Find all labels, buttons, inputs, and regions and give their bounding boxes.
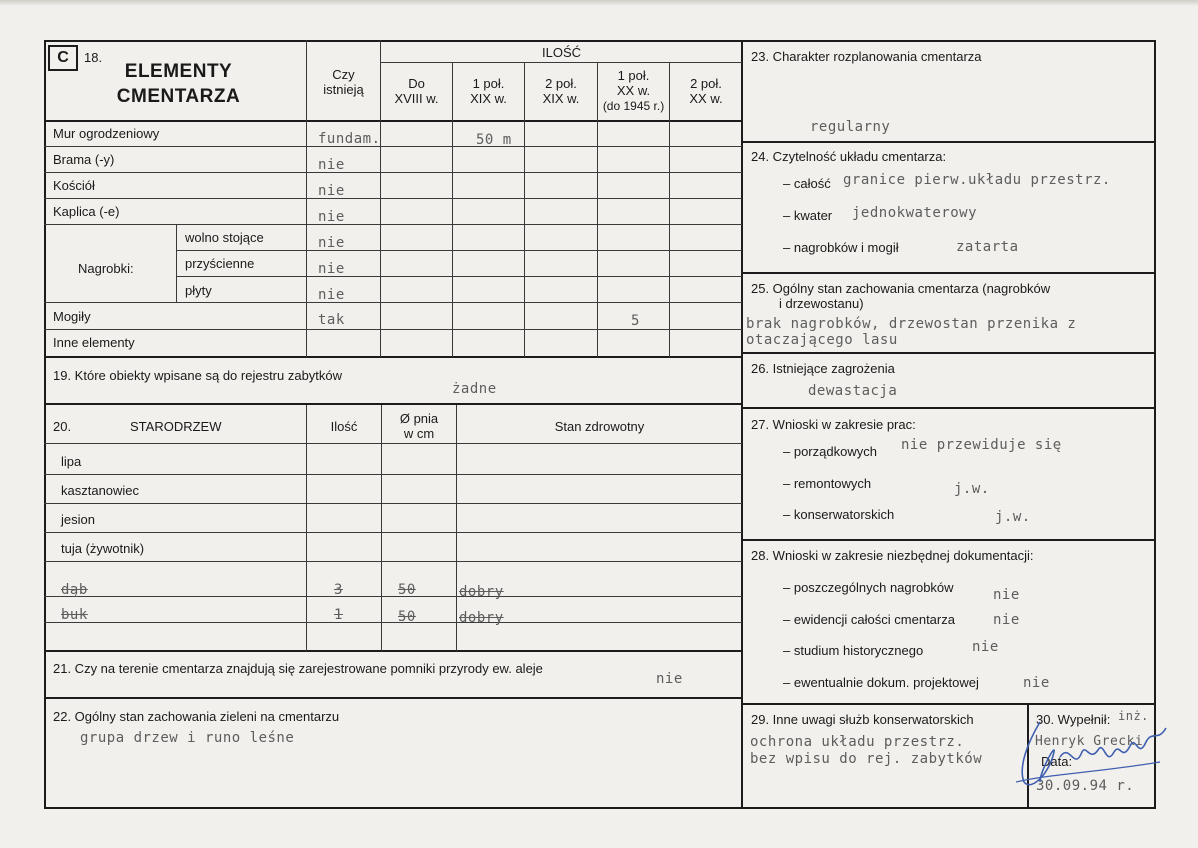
s20-row-line	[44, 503, 742, 504]
s30-date-label: Data:	[1041, 754, 1073, 769]
s18-row-line	[44, 302, 742, 303]
tree-diam: 50	[398, 609, 416, 625]
exists-value: fundam.	[318, 131, 381, 147]
s20-row-line	[44, 622, 742, 623]
s27-label: 27. Wnioski w zakresie prac:	[751, 417, 916, 432]
s24-item-label: – nagrobków i mogił	[783, 240, 899, 255]
s20-header-line	[44, 443, 742, 444]
s28-item-label: – studium historycznego	[783, 643, 924, 658]
exists-value: nie	[318, 261, 345, 277]
period-header: 2 poł.	[545, 76, 577, 91]
s23-label: 23. Charakter rozplanowania cmentarza	[751, 49, 982, 64]
s19-label: 19. Które obiekty wpisane są do rejestru zabytków	[53, 368, 343, 383]
s21-value: nie	[656, 671, 683, 687]
col-exist-header-1: Czy	[332, 67, 355, 82]
s18-row-line	[44, 224, 742, 225]
period-header: 2 poł.	[690, 76, 722, 91]
s24-item-label: – kwater	[783, 208, 833, 223]
s22-label: 22. Ogólny stan zachowania zieleni na cmentarzu	[53, 709, 340, 724]
s24-label: 24. Czytelność układu cmentarza:	[751, 149, 947, 164]
s21-label: 21. Czy na terenie cmentarza znajdują się zarejestrowane pomniki przyrody ew. aleje	[53, 661, 543, 676]
s18-row-line	[44, 329, 742, 330]
s20-col-name	[306, 405, 307, 651]
tree-diam: 50	[398, 582, 416, 598]
s27-item-value: j.w.	[995, 509, 1031, 525]
s28-item-label: – poszczególnych nagrobków	[783, 580, 954, 595]
s29-value-line1: ochrona układu przestrz.	[750, 734, 965, 750]
s19-value: żadne	[452, 381, 497, 397]
period-header: 1 poł.	[617, 68, 650, 83]
s27-item-label: – porządkowych	[783, 444, 877, 459]
col-exist-header-2: istnieją	[323, 82, 364, 97]
s28-item-label: – ewentualnie dokum. projektowej	[783, 675, 979, 690]
s20-col-diam	[456, 405, 457, 651]
s29-label: 29. Inne uwagi służb konserwatorskich	[751, 712, 974, 727]
s25-bottom	[741, 352, 1156, 354]
period-header: XIX w.	[470, 91, 507, 106]
row-label: Mur ogrodzeniowy	[53, 126, 160, 141]
s23-bottom	[741, 141, 1156, 143]
s22-value: grupa drzew i runo leśne	[80, 730, 295, 746]
tree-name: lipa	[61, 454, 82, 469]
qty-value: 5	[631, 313, 640, 329]
s20-col-qty-header: Ilość	[330, 419, 358, 434]
s18-title-line2: CMENTARZA	[116, 86, 241, 107]
row-label: Kościół	[53, 178, 95, 193]
s28-item-value: nie	[993, 587, 1020, 603]
row-label: Inne elementy	[53, 335, 135, 350]
s25-value-line2: otaczającego lasu	[746, 332, 898, 348]
s20-col-diam-header: Ø pnia	[399, 411, 439, 426]
s27-bottom	[741, 539, 1156, 541]
exists-value: nie	[318, 157, 345, 173]
s25-label-line1: 25. Ogólny stan zachowania cmentarza (nagrobków	[751, 281, 1051, 296]
s23-value: regularny	[810, 119, 891, 135]
s18-row-line	[176, 250, 742, 251]
col-qty-header: ILOŚĆ	[541, 45, 581, 60]
tree-qty: 3	[334, 582, 343, 598]
row-label: wolno stojące	[185, 230, 264, 245]
s28-bottom	[741, 703, 1156, 705]
tree-name: tuja (żywotnik)	[61, 541, 145, 556]
period-header: 1 poł.	[472, 76, 505, 91]
card-letter-box: C	[48, 45, 78, 71]
s18-number: 18.	[84, 50, 103, 65]
s18-row-line	[44, 146, 742, 147]
s27-item-value: nie przewiduje się	[901, 437, 1062, 453]
row-label: płyty	[185, 283, 212, 298]
signature-image	[1010, 712, 1170, 794]
s28-label: 28. Wnioski w zakresie niezbędnej dokumentacji:	[751, 548, 1034, 563]
s28-item-value: nie	[972, 639, 999, 655]
tree-name: jesion	[61, 512, 95, 527]
s20-row-line	[44, 596, 742, 597]
s24-bottom	[741, 272, 1156, 274]
exists-value: nie	[318, 287, 345, 303]
exists-value: nie	[318, 235, 345, 251]
exists-value: nie	[318, 209, 345, 225]
period-header: XX w.	[616, 83, 651, 98]
tree-health: dobry	[459, 584, 504, 600]
s24-item-label: – całość	[783, 176, 831, 191]
row-label: Brama (-y)	[53, 152, 115, 167]
s25-label-line2: i drzewostanu)	[779, 296, 864, 311]
s30-title: inż.	[1118, 709, 1149, 723]
s20-row-line	[44, 561, 742, 562]
s18-title-line1: ELEMENTY	[124, 61, 233, 82]
s20-col-diam-header: w cm	[403, 426, 435, 441]
s20-title: STARODRZEW	[130, 419, 222, 434]
s27-item-label: – remontowych	[783, 476, 872, 491]
tree-name: buk	[61, 607, 88, 623]
row-label: Kaplica (-e)	[53, 204, 120, 219]
s28-item-label: – ewidencji całości cmentarza	[783, 612, 955, 627]
s18-row-line	[44, 172, 742, 173]
s18-row-line	[44, 198, 742, 199]
period-header: XIX w.	[542, 91, 580, 106]
s20-row-line	[44, 474, 742, 475]
s18-nagrobki-col	[176, 224, 177, 302]
nagrobki-label: Nagrobki:	[78, 261, 134, 276]
s26-value: dewastacja	[808, 383, 898, 399]
s21-bottom	[44, 697, 743, 699]
s20-col-health-header: Stan zdrowotny	[554, 419, 645, 434]
s30-name: Henryk Grecki	[1035, 734, 1144, 749]
qty-value: 50 m	[476, 132, 512, 148]
s24-item-value: zatarta	[956, 239, 1019, 255]
frame-top	[44, 40, 1156, 42]
s24-item-value: granice pierw.układu przestrz.	[843, 172, 1111, 188]
tree-health: dobry	[459, 610, 504, 626]
period-header: XVIII w.	[394, 91, 439, 106]
s27-item-label: – konserwatorskich	[783, 507, 895, 522]
s30-date: 30.09.94 r.	[1036, 778, 1135, 794]
period-header: (do 1945 r.)	[602, 99, 665, 113]
row-label: Mogiły	[53, 309, 91, 324]
period-header: XX w.	[689, 91, 723, 106]
s27-item-value: j.w.	[954, 481, 990, 497]
tree-name: dąb	[61, 582, 88, 598]
paper-edge	[0, 0, 1198, 6]
tree-qty: 1	[334, 607, 343, 623]
period-header: Do	[408, 76, 425, 91]
s20-number: 20.	[53, 419, 72, 434]
frame-right	[1154, 40, 1156, 809]
frame-left	[44, 40, 46, 809]
s30-label: 30. Wypełnił:	[1036, 712, 1111, 727]
row-label: przyścienne	[185, 256, 255, 271]
exists-value: tak	[318, 312, 345, 328]
s25-value-line1: brak nagrobków, drzewostan przenika z	[746, 316, 1077, 332]
s18-bottom	[44, 356, 743, 358]
s26-bottom	[741, 407, 1156, 409]
s29-value-line2: bez wpisu do rej. zabytków	[750, 751, 983, 767]
s20-bottom	[44, 650, 743, 652]
s20-row-line	[44, 532, 742, 533]
s28-item-value: nie	[1023, 675, 1050, 691]
exists-value: nie	[318, 183, 345, 199]
s28-item-value: nie	[993, 612, 1020, 628]
frame-bottom	[44, 807, 1156, 809]
s24-item-value: jednokwaterowy	[852, 205, 978, 221]
s18-row-line	[176, 276, 742, 277]
tree-name: kasztanowiec	[61, 483, 140, 498]
s18-header-line	[44, 120, 743, 122]
s18-qty-divider	[380, 62, 742, 63]
s26-label: 26. Istniejące zagrożenia	[751, 361, 895, 376]
s19-bottom	[44, 403, 743, 405]
